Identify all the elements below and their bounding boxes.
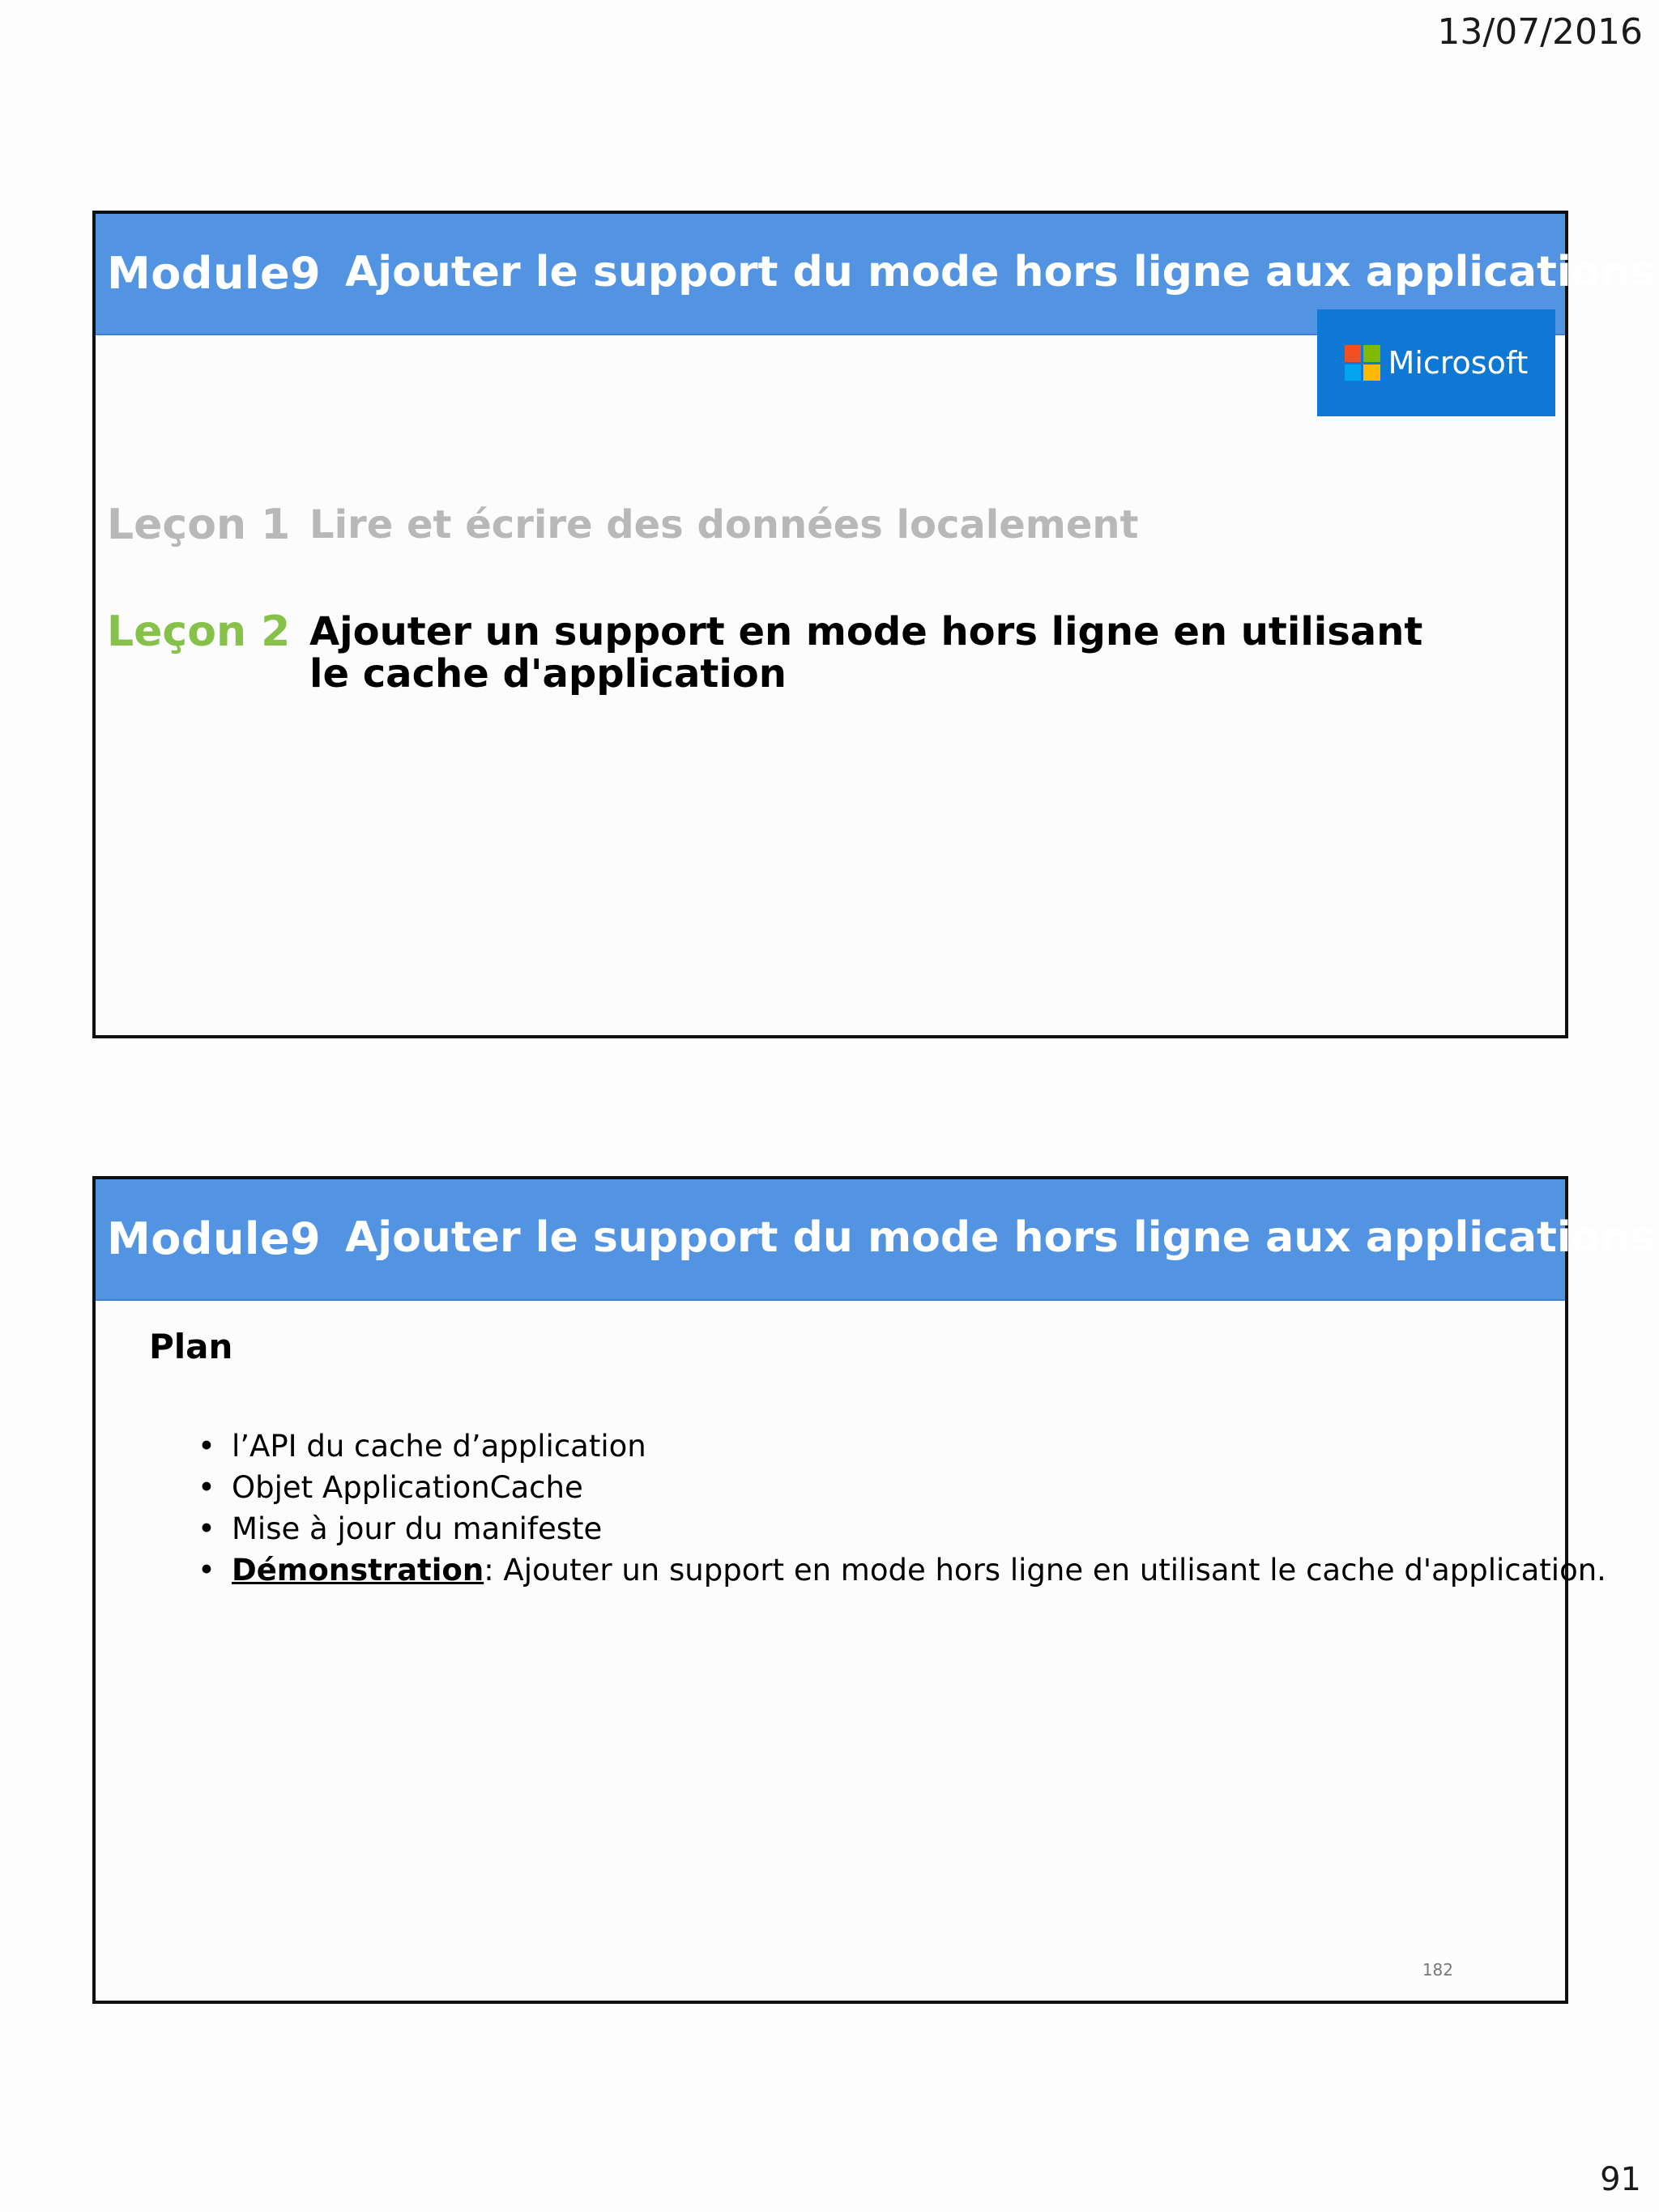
slide-lesson-overview xyxy=(92,211,1656,1038)
module-title: Ajouter le support du mode hors ligne aux applications xyxy=(345,248,1656,296)
slide-number: 182 xyxy=(1422,1960,1453,1980)
lesson-number: Leçon 2 xyxy=(107,607,291,656)
list-item: • l’API du cache d’application xyxy=(198,1426,1542,1467)
lesson-title: Lire et écrire des données localement xyxy=(309,502,1139,548)
demo-text: : Ajouter un support en mode hors ligne en utilisant le cache d'application. xyxy=(484,1553,1606,1588)
lesson-row-2 xyxy=(107,607,1444,695)
list-item-demo xyxy=(198,1549,1606,1591)
module-label: Module9 xyxy=(107,248,322,299)
slide-plan xyxy=(92,1176,1656,2004)
page-date: 13/07/2016 xyxy=(1437,11,1643,53)
microsoft-logo xyxy=(1317,309,1555,416)
plan-list xyxy=(198,1426,1606,1591)
module-title: Ajouter le support du mode hors ligne aux applications xyxy=(345,1213,1656,1262)
demo-label: Démonstration xyxy=(232,1553,484,1588)
lesson-number: Leçon 1 xyxy=(107,501,291,549)
module-label: Module9 xyxy=(107,1213,322,1264)
plan-title: Plan xyxy=(149,1327,233,1366)
page-number: 91 xyxy=(1600,2161,1641,2198)
lesson-title: Ajouter un support en mode hors ligne en utilisant le cache d'application xyxy=(309,609,1423,697)
microsoft-logo-text: Microsoft xyxy=(1388,345,1529,381)
list-item: • Objet ApplicationCache xyxy=(198,1467,1542,1508)
list-item: • Mise à jour du manifeste xyxy=(198,1508,1542,1549)
microsoft-squares-icon xyxy=(1345,345,1380,381)
slide-header xyxy=(96,1179,1656,1301)
lesson-row-1 xyxy=(107,501,1444,549)
